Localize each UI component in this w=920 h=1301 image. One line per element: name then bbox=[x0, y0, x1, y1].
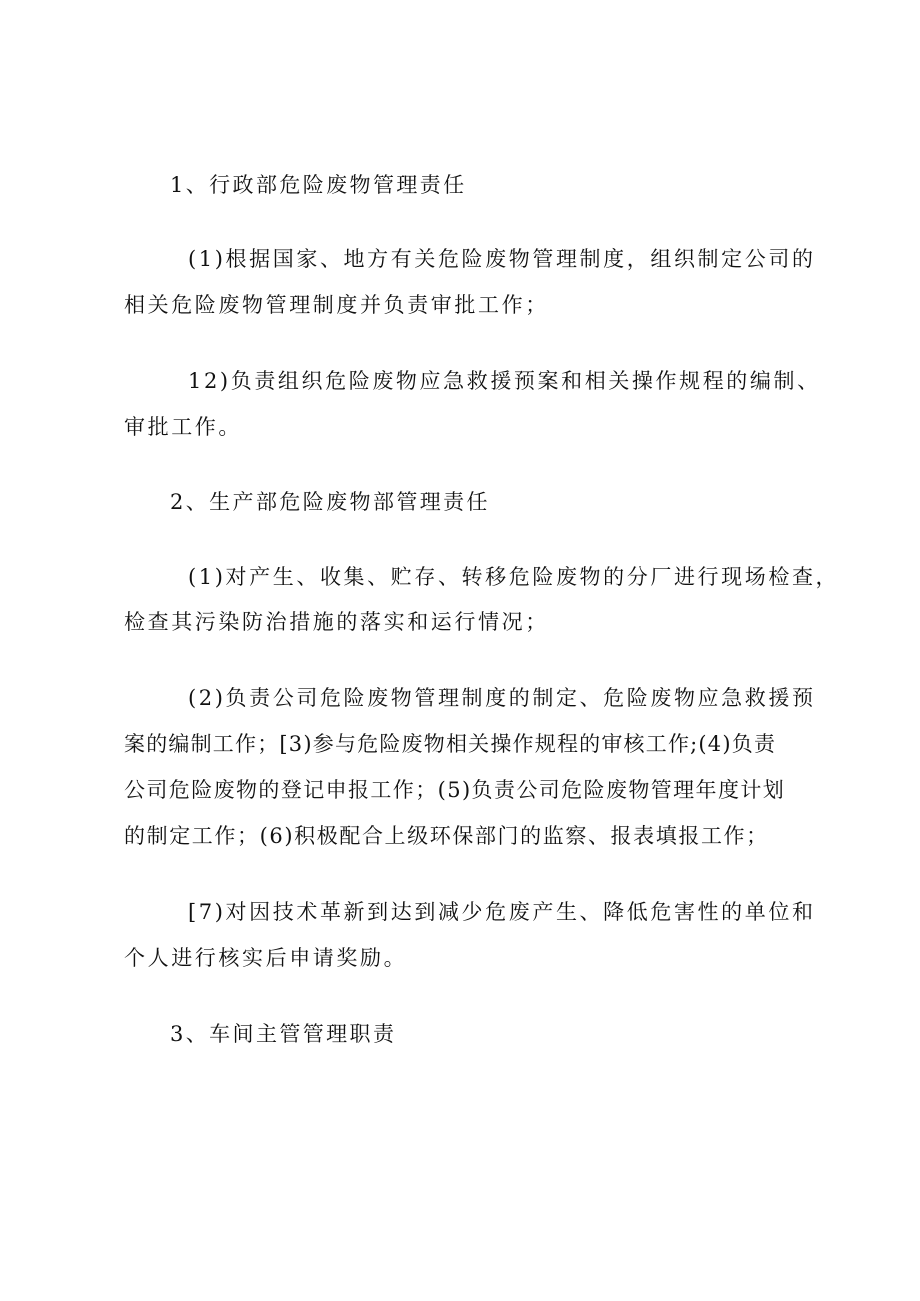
paragraph-line: [7)对因技术革新到达到减少危废产生、降低危害性的单位和 bbox=[188, 900, 816, 924]
paragraph-line: 的制定工作；(6)积极配合上级环保部门的监察、报表填报工作； bbox=[124, 824, 769, 848]
paragraph-line: (1)对产生、收集、贮存、转移危险废物的分厂进行现场检查， bbox=[188, 565, 840, 589]
paragraph-line: 检查其污染防治措施的落实和运行情况； bbox=[124, 610, 549, 634]
paragraph-line: 12)负责组织危险废物应急救援预案和相关操作规程的编制、 bbox=[188, 369, 821, 393]
paragraph-line: 公司危险废物的登记申报工作；(5)负责公司危险废物管理年度计划 bbox=[124, 778, 786, 802]
paragraph-line: 个人进行核实后申请奖励。 bbox=[124, 946, 408, 970]
paragraph-line: 相关危险废物管理制度并负责审批工作； bbox=[124, 293, 549, 317]
section-heading-2: 2、生产部危险废物部管理责任 bbox=[170, 490, 490, 514]
paragraph-line: 审批工作。 bbox=[124, 415, 242, 439]
paragraph-line: (2)负责公司危险废物管理制度的制定、危险废物应急救援预 bbox=[188, 686, 816, 710]
section-heading-3: 3、车间主管管理职责 bbox=[170, 1022, 397, 1046]
paragraph-line: (1)根据国家、地方有关危险废物管理制度，组织制定公司的 bbox=[188, 247, 816, 271]
paragraph-line: 案的编制工作；[3)参与危险废物相关操作规程的审核工作;(4)负责 bbox=[124, 732, 777, 756]
section-heading-1: 1、行政部危险废物管理责任 bbox=[170, 173, 467, 197]
